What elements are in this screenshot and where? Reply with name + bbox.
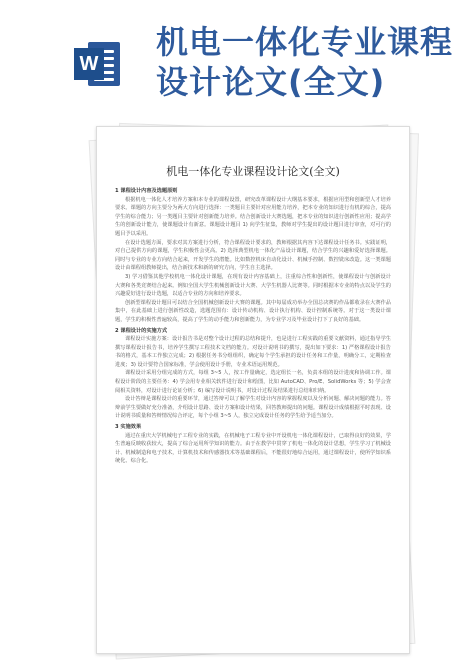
section-heading: 3 实施效果 <box>115 424 142 431</box>
page-title: 机电一体化专业课程设计论文(全文) <box>156 23 454 101</box>
paragraph: 3) 学习借鉴其他学校机电一体化设计课题，在现有设计内容基础上，注重综合性和创新性，使课程设计与创新设计大赛和各类竞赛结合起来。例如全国大学生机械创新设计大赛、大学生机器人比赛等。同时根据本专业的特点以及学生的兴趣爱好进行设计选题，以适合专业的方向和培养要求。 <box>115 273 391 298</box>
header-banner <box>0 0 474 112</box>
paragraph: 课程设计实施方案：设计报告书是对整个设计过程的总结和提升，也是进行工程实践的重要文献资料，通过指导学生撰写课程设计报告书，培养学生撰写工程技术文档的能力。对设计说明书的撰写，提出如下要求：1) 严格课程设计报告书的格式，基本工作独立完成；2) 根据任务书分组组织，确定每个学生承担的设计任务和工作量，明确分工，定期检查进度；3) 设计要符合国家标准，学会使用设计手册，专业术语运用规范。 <box>115 336 391 368</box>
word-document-icon <box>74 40 122 88</box>
paragraph: 创新型课程设计题目可以结合全国机械创新设计大赛的课题。其中每届成功举办全国总决赛的作品都收录在大赛作品集中，在此基础上进行创新性改造，选题范围有：设计传动机构、设计执行机构、设计控制系统等。对于这一类设计课题，学生的积极性普遍较高，提高了学生的动手能力和创新能力，为专业学习及毕业设计打下了良好的基础。 <box>115 299 391 323</box>
document-page <box>96 126 410 654</box>
paragraph: 课程设计采用分组完成的方式，每组 3~5 人，按工作量确定，选定组长一名，负责本组的设计进度和协调工作。课程设计阶段的主要任务：4) 学会用专业相关软件进行设计和绘图，比如 AutoCAD、Pro/E、SolidWorks 等；5) 学会查阅相关资料，对设计进行论证分析；6) 编写设计说明书，对设计过程及结果进行总结和归纳。 <box>115 370 391 394</box>
word-logo-letter: W <box>74 48 104 80</box>
paragraph: 在设计选题方面，要求对其方案进行分析，符合课程设计要求的，教师根据其内容下达课程设计任务书。实践证明，对自己提供方向的课题，学生积极性会更高。2) 选择典型机电一体化产品设计课题，结合学生的兴趣和爱好选择课题。同时与专业的专业方向结合起来，开发学生的潜能。比如数控机床自动化设计、机械手控制、数控铣床改造。这一类课题设计由课程组教师提出，结合新技术和新的研究方向，学生自主选择。 <box>115 239 391 272</box>
paragraph: 根据机电一体化人才培养方案和本专业的课程设置，研究改革课程设计大纲基本要求，根据应用型和创新型人才培养要求。课题的方向主要分为两大方向进行选择：一类题目主要针对应用能力培养，把本专业的知识进行有机的综合，提高学生的综合能力；另一类题目主要针对创新能力培养。结合创新设计大赛选题，把本专业的知识进行创新性应用；提高学生的创新设计能力，使课题设计有新意。课题设计题目 1) 向学生征集，教师对学生提出的设计题目进行审查，对可行的题目予以采用。 <box>115 196 391 237</box>
document-title: 机电一体化专业课程设计论文(全文) <box>166 165 340 178</box>
paragraph: 设计答辩是课程设计的重要环节，通过答辩可以了解学生对设计内容的掌握程度以及分析问题、解决问题的能力。答辩前学生要做好充分准备，介绍设计思路、设计方案和设计结果，回答教师提出的问题。课程设计成绩根据平时表现、设计说明书质量和答辩情况综合评定，每个小组 3~5 人，独立完成设计任务的学生给予适当加分。 <box>115 396 391 420</box>
paragraph: 通过在重庆大学机械电子工程专业的实践，在机械电子工程专业中开设机电一体化课程设计，已取得良好的效果，学生普遍反映收获较大，提高了综合运用所学知识的能力。由于在教学中贯穿了机电一体化的设计思想，学生学习了机械设计、机械制造和电子技术，计算机技术和传感器技术等基础课程后，不能很好地综合运用，通过课程设计，使所学知识系统化、综合化。 <box>115 432 391 465</box>
section-heading: 1 课程设计内容及选题原则 <box>115 188 178 194</box>
section-heading: 2 课程设计的实施方式 <box>115 327 168 334</box>
document-preview <box>88 122 422 662</box>
